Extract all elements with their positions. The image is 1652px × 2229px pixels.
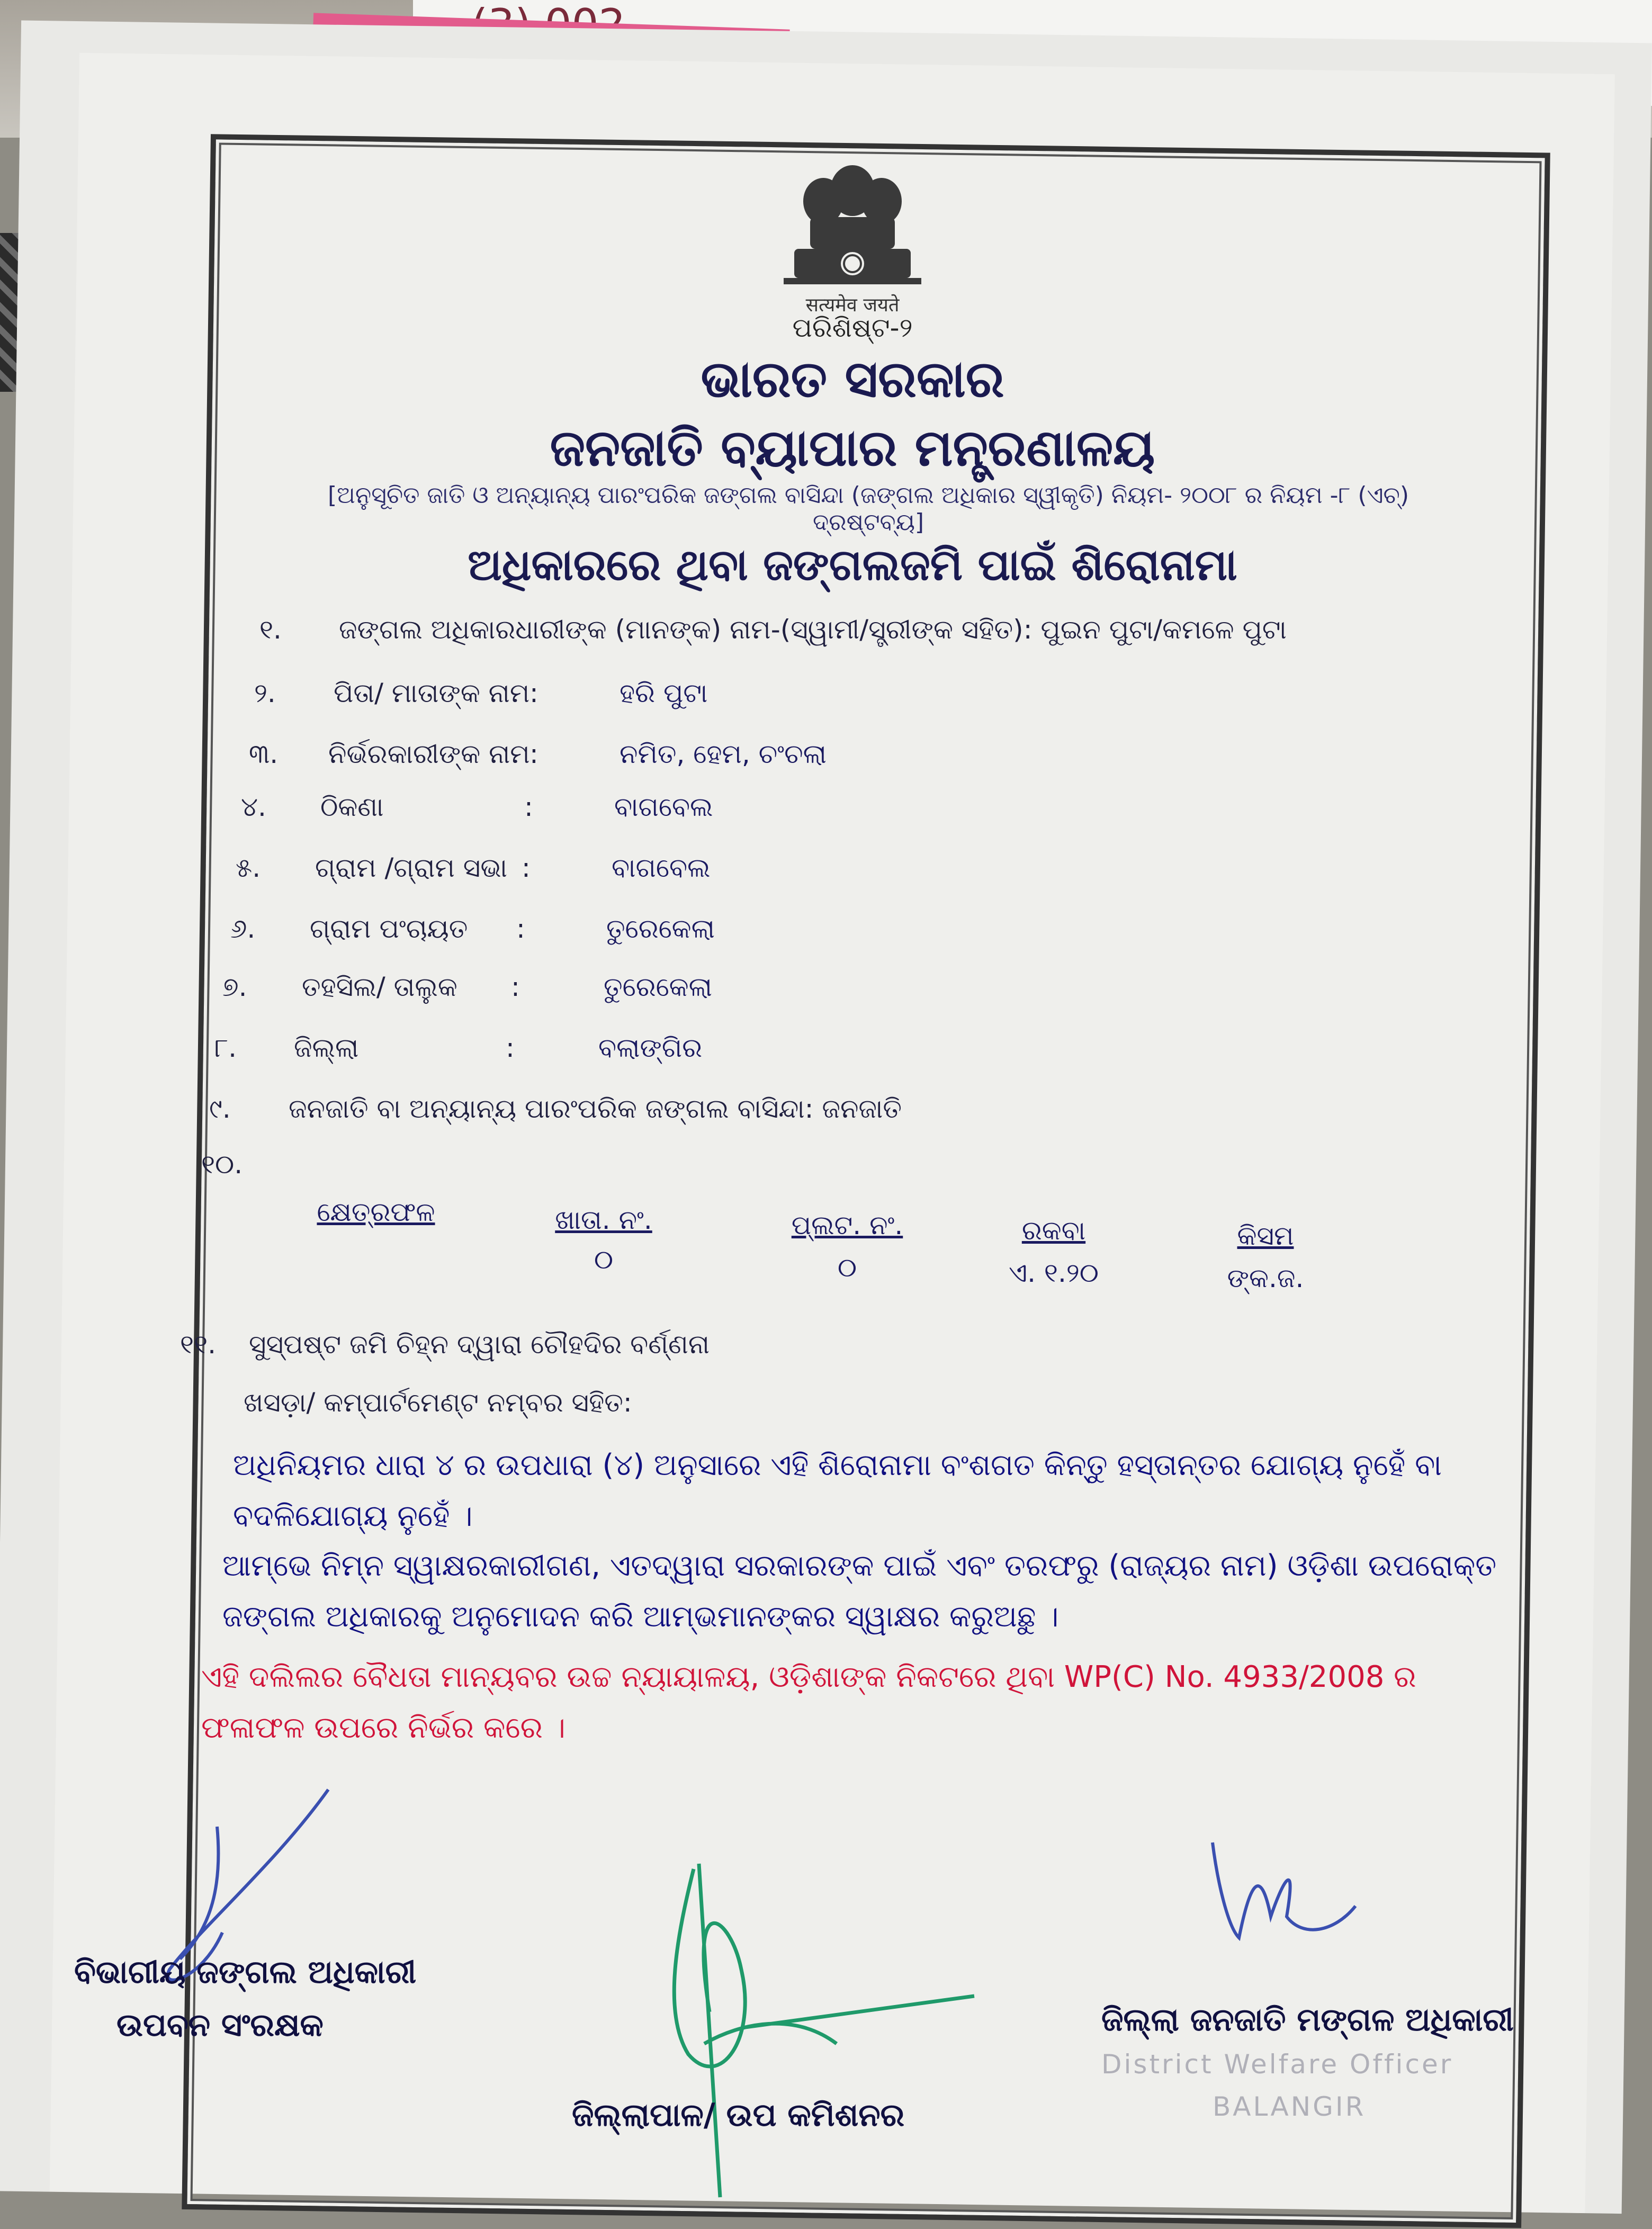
table-cell: ଙ୍କ.ଜ. bbox=[1227, 1263, 1304, 1293]
field-label: ଜନଜାତି ବା ଅନ୍ୟାନ୍ୟ ପାରଂପରିକ ଜଙ୍ଗଲ ବାସିନ୍ଦା: ଜନଜାତି bbox=[289, 1093, 902, 1124]
field-label: ସୁସ୍ପଷ୍ଟ ଜମି ଚିହ୍ନ ଦ୍ୱାରା ଚୌହଦିର ବର୍ଣ୍ଣନା bbox=[249, 1329, 710, 1360]
field-colon: : bbox=[524, 792, 533, 822]
signature-left bbox=[168, 1790, 328, 1980]
field-number: ୯. bbox=[209, 1093, 231, 1124]
field-label: ନିର୍ଭରକାରୀଙ୍କ ନାମ bbox=[328, 739, 530, 769]
paragraph-validity: ଏହି ଦଲିଲର ବୈଧତା ମାନ୍ୟବର ଉଚ୍ଚ ନ୍ୟାୟାଳୟ, ଓଡ଼ିଶାଙ୍କ ନିକଟରେ ଥିବା WP(C) No. 4933/2008 ର ଫଳାଫଳ ଉପରେ ନିର୍ଭର କରେ । bbox=[201, 1660, 1416, 1745]
table-cell: ୦ bbox=[837, 1252, 857, 1283]
field-value: ନମିତ, ହେମ, ଚଂଚଲା bbox=[620, 739, 827, 769]
field-number: ୧. bbox=[259, 614, 282, 645]
field-number: ୪. bbox=[241, 792, 266, 822]
document-heading: ଅଧିକାରରେ ଥିବା ଜଙ୍ଗଲଜମି ପାଇଁ ଶିରୋନାମା bbox=[468, 540, 1237, 590]
field-number: ୧୦. bbox=[201, 1149, 243, 1180]
field-label: ପିତା/ ମାତାଙ୍କ ନାମ bbox=[334, 678, 530, 708]
signatory-left-title: ବିଭାଗୀୟ ଜଙ୍ଗଲ ଅଧିକାରୀ bbox=[74, 1954, 417, 1991]
field-number: ୧୧. bbox=[180, 1329, 216, 1360]
field-label: ଖସଡ଼ା/ କମ୍ପାର୍ଟମେଣ୍ଟ ନମ୍ବର ସହିତ: bbox=[244, 1387, 632, 1418]
signatory-left-subtitle: ଉପବନ ସଂରକ୍ଷକ bbox=[116, 2007, 324, 2044]
field-colon: : bbox=[516, 913, 525, 944]
ministry-title: ଜନଜାତି ବ୍ୟାପାର ମନ୍ତ୍ରଣାଳୟ bbox=[550, 418, 1155, 478]
field-colon: : bbox=[506, 1032, 515, 1063]
field-value: ହରି ପୁଟା bbox=[620, 678, 708, 708]
table-cell: ୦ bbox=[594, 1244, 614, 1275]
field-label: ଜଙ୍ଗଲ ଅଧିକାରଧାରୀଙ୍କ (ମାନଙ୍କ) ନାମ-(ସ୍ୱାମୀ/ସ୍ତ୍ରୀଙ୍କ ସହିତ): ପୁଇନ ପୁଟା/କମଳେ ପୁଟା bbox=[339, 614, 1287, 645]
field-label: ଜିଲ୍ଲା bbox=[294, 1032, 359, 1063]
field-colon: : bbox=[529, 739, 538, 769]
signatory-center-title: ଜିଲ୍ଲାପାଳ/ ଉପ କମିଶନର bbox=[572, 2097, 905, 2134]
signature-right bbox=[1213, 1842, 1355, 1938]
field-value: ତୁରେକେଲା bbox=[606, 913, 715, 944]
field-number: ୬. bbox=[230, 913, 256, 944]
government-title: ଭାରତ ସରକାର bbox=[701, 349, 1004, 409]
field-value: ବଲାଙ୍ଗିର bbox=[598, 1032, 703, 1063]
field-label: ଗ୍ରାମ ପଂଚାୟତ bbox=[310, 913, 468, 944]
table-cell: ଏ. ୧.୨୦ bbox=[1009, 1257, 1099, 1288]
field-label: ତହସିଲ/ ତାଲୁକ bbox=[302, 972, 457, 1002]
field-colon: : bbox=[522, 852, 531, 883]
field-colon: : bbox=[529, 678, 538, 708]
field-number: ୨. bbox=[254, 678, 276, 708]
field-number: ୮. bbox=[214, 1032, 237, 1063]
paragraph-approval: ଆମ୍ଭେ ନିମ୍ନ ସ୍ୱାକ୍ଷରକାରୀଗଣ, ଏତଦ୍ୱାରା ସରକାରଙ୍କ ପାଇଁ ଏବଂ ତରଫରୁ (ରାଜ୍ୟର ନାମ) ଓଡ଼ିଶା ଉପରୋକ୍ତ ଜଙ୍ଗଲ ଅଧିକାରକୁ ଅନୁମୋଦନ କରି ଆମ୍ଭମାନଙ୍କର ସ୍ୱାକ୍ଷର କରୁଅଛୁ । bbox=[222, 1549, 1497, 1634]
rule-reference: [ଅନୁସୂଚିତ ଜାତି ଓ ଅନ୍ୟାନ୍ୟ ପାରଂପରିକ ଜଙ୍ଗଲ ବାସିନ୍ଦା (ଜଙ୍ଗଲ ଅଧିକାର ସ୍ୱୀକୃତି) ନିୟମ- ୨୦୦୮ ର ନିୟମ -୮ (ଏଚ୍) ଦ୍ରଷ୍ଟବ୍ୟ] bbox=[328, 482, 1409, 536]
field-label: ଠିକଣା bbox=[320, 792, 384, 822]
field-number: ୭. bbox=[222, 972, 247, 1002]
emblem-motto: सत्यमेव जयते bbox=[805, 294, 900, 316]
table-header: ଖାତା. ନଂ. bbox=[555, 1205, 652, 1235]
table-header: ରକବା bbox=[1021, 1215, 1086, 1246]
table-header: କ୍ଷେତ୍ରଫଳ bbox=[317, 1197, 435, 1227]
field-value: ତୁରେକେଲା bbox=[604, 972, 712, 1002]
appendix-label: ପରିଶିଷ୍ଟ-୨ bbox=[792, 312, 913, 343]
field-colon: : bbox=[511, 972, 520, 1002]
field-label: ଗ୍ରାମ /ଗ୍ରାମ ସଭା bbox=[315, 852, 508, 883]
table-header: କିସମ bbox=[1237, 1220, 1294, 1251]
stamp-text-line2: BALANGIR bbox=[1213, 2091, 1366, 2122]
field-number: ୩. bbox=[249, 739, 279, 769]
field-number: ୫. bbox=[236, 852, 261, 883]
field-value: ବାଗବେଲ bbox=[612, 852, 711, 883]
paragraph-inheritance: ଅଧିନିୟମର ଧାରା ୪ ର ଉପଧାରା (୪) ଅନୁସାରେ ଏହି ଶିରୋନାମା ବଂଶଗତ କିନ୍ତୁ ହସ୍ତାନ୍ତର ଯୋଗ୍ୟ ନୁହେଁ ବା ବଦଳିଯୋଗ୍ୟ ନୁହେଁ । bbox=[233, 1448, 1442, 1533]
signature-center bbox=[674, 1864, 974, 2197]
stamp-text-line1: District Welfare Officer bbox=[1101, 2049, 1453, 2080]
field-value: ବାଗବେଲ bbox=[614, 792, 713, 822]
national-emblem-icon bbox=[773, 159, 932, 312]
table-header: ପ୍ଲଟ. ନଂ. bbox=[791, 1210, 903, 1241]
signatory-right-title: ଜିଲ୍ଲା ଜନଜାତି ମଙ୍ଗଳ ଅଧିକାରୀ bbox=[1101, 2001, 1514, 2038]
